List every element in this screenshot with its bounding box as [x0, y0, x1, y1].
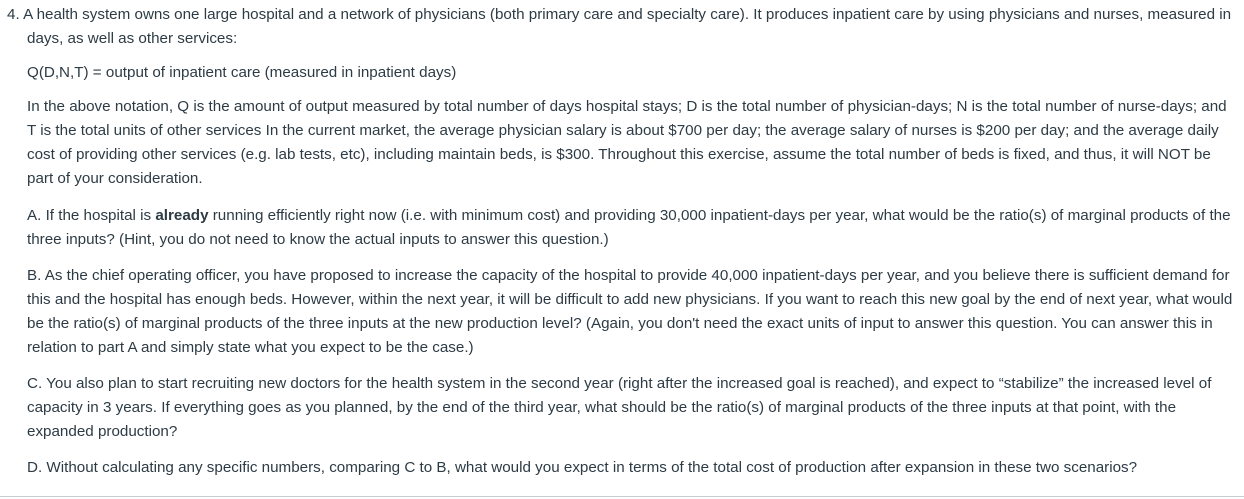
part-c: C. You also plan to start recruiting new doctors for the health system in the second year (right after the increased goal is reached), and expect to “stabilize” the increased level of capacity in 3 years. If everything goes as you planned, by the end of the third year, what should be the ratio(s) of marginal products of the three inputs at that point, with the expanded production?: [27, 375, 1212, 440]
part-d: D. Without calculating any specific numbers, comparing C to B, what would you expect in terms of the total cost of production after expansion in these two scenarios?: [27, 459, 1138, 476]
part-b: B. As the chief operating officer, you have proposed to increase the capacity of the hospital to provide 40,000 inpatient-days per year, and you believe there is sufficient demand for this and the hospital has enough beds. However, within the next year, it will be difficult to add new physicians. If you want to reach this new goal by the end of next year, what would be the ratio(s) of marginal products of the three inputs at the new production level? (Again, you don't need the exact units of input to answer this question. You can answer this in relation to part A and simply state what you expect to be the case.): [27, 267, 1233, 356]
part-a-text-after: running efficiently right now (i.e. with minimum cost) and providing 30,000 inpatient-days per year, what would be the ratio(s) of marginal products of the three inputs? (Hint, you do not need to know the actual inputs to answer this question.): [27, 207, 1231, 248]
part-a-emphasis: already: [155, 207, 209, 224]
question-intro: [7, 3, 1244, 51]
question-intro-text: A health system owns one large hospital and a network of physicians (both primary care and specialty care). It produces inpatient care by using physicians and nurses, measured in days, as well as other services:: [23, 6, 1232, 47]
question-number: 4.: [7, 6, 20, 23]
part-a-text-before: A. If the hospital is: [27, 207, 156, 224]
part-a: [27, 204, 1239, 252]
production-function: Q(D,N,T) = output of inpatient care (measured in inpatient days): [27, 64, 457, 81]
notation-paragraph: In the above notation, Q is the amount of output measured by total number of days hospital stays; D is the total number of physician-days; N is the total number of nurse-days; and T is the total units of other services In the current market, the average physician salary is about $700 per day; the average salary of nurses is $200 per day; and the average daily cost of providing other services (e.g. lab tests, etc), including maintain beds, is $300. Throughout this exercise, assume the total number of beds is fixed, and thus, it will NOT be part of your consideration.: [27, 98, 1227, 187]
